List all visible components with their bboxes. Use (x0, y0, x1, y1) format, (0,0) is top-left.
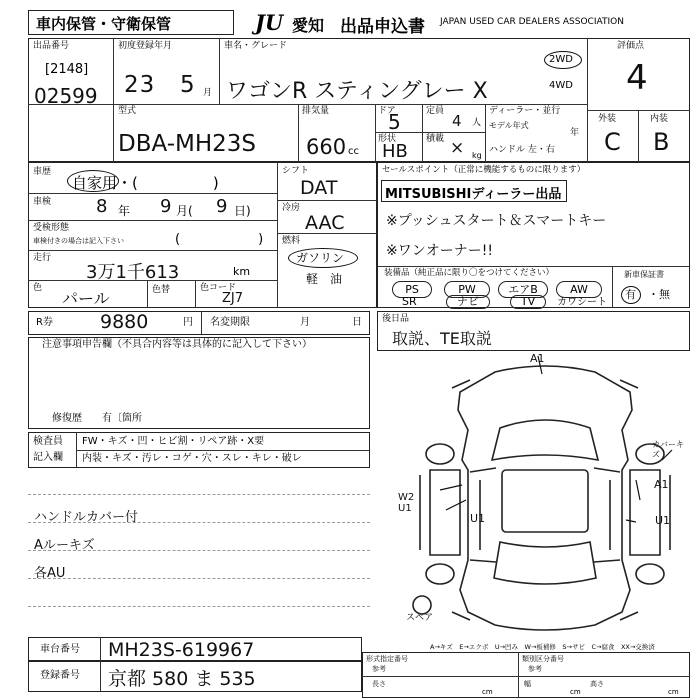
capacity-unit: 人 (472, 118, 482, 128)
receiving-paren: ( ) (175, 232, 264, 247)
inspection-year-char: 年 (118, 204, 131, 218)
mark-u1-right: U1 (655, 514, 671, 527)
first-reg-month-unit: 月 (203, 88, 213, 98)
cooler-label: 冷房 (282, 203, 301, 213)
inspector-label-2: 記入欄 (33, 452, 63, 463)
chassis-label: 車台番号 (40, 644, 80, 655)
spec-height-cm: cm (668, 688, 679, 696)
model-value: DBA-MH23S (118, 131, 257, 157)
lot-bracket: [2148] (45, 62, 89, 77)
doors-value: 5 (388, 110, 401, 134)
receiving-note: 車検付きの場合は記入下さい (33, 237, 124, 245)
receiving-label: 受検形態 (33, 223, 70, 233)
km-unit: km (233, 265, 251, 278)
displacement-label: 排気量 (302, 106, 330, 116)
sales-dealer-line: MITSUBISHIディーラー出品 (385, 187, 562, 202)
dealer-label: ディーラー・並行 (489, 106, 561, 116)
first-reg-month: 5 (180, 72, 196, 98)
warranty-no: ・無 (648, 288, 670, 301)
equip-kawa-seat: カワシート (557, 297, 607, 308)
spec-category-label: 類別区分番号 (522, 655, 564, 663)
shift-value: DAT (300, 177, 338, 199)
name-change-day: 日 (352, 317, 362, 328)
english-title: JAPAN USED CAR DEALERS ASSOCIATION (440, 17, 624, 27)
drive-2wd: 2WD (549, 54, 573, 65)
load-label: 積載 (426, 134, 445, 144)
color-change-label: 色替 (152, 285, 171, 295)
sales-line-1: ※プッシュスタート＆スマートキー (386, 213, 607, 229)
spec-length: 長さ (372, 680, 386, 688)
inspection-label: 車検 (33, 197, 52, 207)
equip-tv: TV (510, 295, 546, 309)
mileage-value: 3万1千613 (86, 262, 180, 283)
name-change-label: 名変期限 (210, 317, 250, 328)
spec-ref-2: 参考 (528, 665, 542, 673)
inspector-row-2: 内装・キズ・汚レ・コゲ・穴・スレ・キレ・破レ (82, 453, 302, 464)
inspector-row-1: FW・キズ・凹・ヒビ割・リペア跡・X要 (82, 436, 265, 447)
later-items-value: 取説、TE取説 (392, 329, 492, 348)
color-code-value: ZJ7 (222, 291, 244, 306)
rating-value: 4 (626, 58, 648, 98)
equip-aw: AW (556, 281, 602, 298)
handle-label: ハンドル 左・右 (489, 145, 555, 155)
note-line-1: ハンドルカバー付 (34, 510, 139, 525)
mark-a1-right: A1 (654, 478, 669, 491)
note-line-2: Aルーキズ (34, 538, 95, 553)
inspection-year: 8 (96, 196, 108, 217)
later-items-label: 後日品 (382, 314, 410, 324)
capacity-label: 定員 (426, 106, 445, 116)
mark-cover-note: カバーキズ (652, 440, 684, 459)
history-label: 車歴 (33, 167, 52, 177)
notes-label: 注意事項申告欄（不具合内容等は具体的に記入して下さい） (42, 339, 312, 350)
repair-label: 修復歴 有〔箇所 (52, 413, 142, 424)
fuel-label: 燃料 (282, 236, 301, 246)
capacity-value: 4 (452, 112, 462, 130)
spec-width-cm: cm (570, 688, 581, 696)
mark-a1-top: A1 (530, 352, 545, 365)
fuel-diesel: 軽 油 (306, 272, 343, 286)
color-label: 色 (33, 283, 43, 293)
fuel-gasoline: ガソリン (296, 251, 345, 265)
spec-length-cm: cm (482, 688, 493, 696)
kg-unit: kg (472, 151, 482, 160)
history-value: 自家用・( ) (72, 174, 219, 192)
org-name: 愛知 (292, 16, 325, 35)
inspector-label-1: 検査員 (33, 436, 63, 447)
cooler-value: AAC (305, 212, 345, 234)
damage-legend: A→キズ E→エクボ U→凹み W→板補修 S→サビ C→腐食 XX→交換済 (430, 643, 655, 651)
lot-label: 出品番号 (33, 41, 70, 51)
yen-unit: 円 (183, 317, 193, 328)
recycle-frame (28, 311, 370, 335)
equip-pw: PW (444, 281, 490, 298)
note-line-3: 各AU (34, 566, 66, 581)
inspection-month-char: 月( (176, 204, 193, 218)
warranty-yes: 有 (625, 288, 636, 301)
sales-line-2: ※ワンオーナー!! (386, 243, 493, 259)
inspection-day: 9 (216, 196, 228, 217)
rating-label: 評価点 (617, 41, 645, 51)
spec-height: 高さ (590, 680, 604, 688)
sales-points-label: セールスポイント（正常に機能するものに限ります） (382, 165, 586, 175)
exterior-value: C (604, 128, 621, 156)
interior-value: B (653, 128, 670, 156)
mark-u1-left: U1 (470, 512, 486, 525)
chassis-value: MH23S-619967 (108, 639, 255, 661)
shape-value: HB (382, 141, 408, 162)
car-diagram (400, 350, 690, 640)
interior-label: 内装 (650, 114, 669, 124)
spec-ref-1: 参考 (372, 665, 386, 673)
shift-label: シフト (282, 166, 310, 176)
drive-4wd: 4WD (549, 80, 573, 91)
model-label: 型式 (118, 106, 137, 116)
carname-label: 車名・グレード (224, 41, 288, 51)
model-year-unit: 年 (570, 128, 580, 138)
equip-airbag: エアB (498, 281, 548, 298)
equip-ps: PS (392, 281, 432, 298)
spec-width: 幅 (524, 680, 531, 688)
recycle-value: 9880 (100, 311, 149, 333)
recycle-label: R券 (36, 317, 53, 328)
exterior-label: 外装 (598, 114, 617, 124)
document-title: 出品申込書 (340, 17, 425, 37)
doors-label: ドア (378, 106, 396, 116)
load-value: × (450, 138, 465, 158)
color-value: パール (62, 289, 110, 308)
registration-value: 京都 580 ま 535 (108, 668, 256, 690)
storage-label: 車内保管・守衛保管 (36, 15, 172, 33)
first-reg-year: 23 (124, 72, 156, 98)
registration-label: 登録番号 (40, 670, 80, 681)
first-reg-label: 初度登録年月 (118, 41, 173, 51)
ju-logo: JU (255, 10, 284, 35)
cc-unit: cc (348, 146, 359, 157)
carname-value: ワゴンR スティングレー X (226, 79, 488, 104)
inspection-day-char: 日) (234, 204, 251, 218)
warranty-label: 新車保証書 (624, 270, 664, 279)
equip-navi: ナビ (446, 295, 490, 309)
model-year-label: モデル年式 (489, 121, 529, 130)
lot-number: 02599 (34, 84, 98, 108)
mileage-label: 走行 (33, 253, 52, 263)
inspection-month: 9 (160, 196, 172, 217)
color-code-label: 色コード (200, 283, 237, 293)
spare-label: スペア (406, 613, 434, 623)
equipment-label: 装備品（純正品に限り〇をつけてください） (384, 268, 555, 278)
displacement-value: 660 (306, 135, 347, 159)
spec-type-label: 形式指定番号 (366, 655, 408, 663)
name-change-month: 月 (300, 317, 310, 328)
mark-w2-left: W2 U1 (398, 492, 415, 514)
shape-label: 形状 (378, 134, 397, 144)
equip-sr: SR (402, 295, 417, 308)
